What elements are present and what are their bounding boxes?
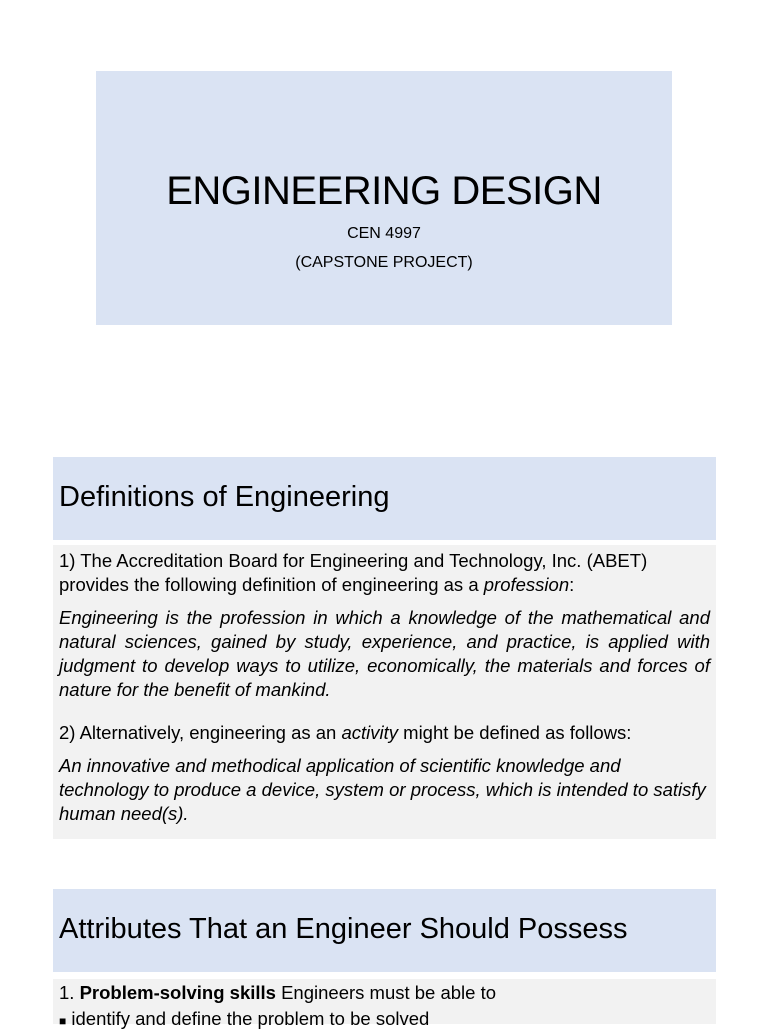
- paragraph-text: :: [569, 574, 575, 595]
- paragraph-text: 1) The Accreditation Board for Engineering and Technology, Inc. (ABET) provides the following definition of engineering as a: [59, 550, 648, 595]
- quote-activity-definition: An innovative and methodical application of scientific knowledge and technology to produce a device, system or process, which is intended to satisfy human need(s).: [59, 755, 706, 824]
- section-header-definitions: [53, 457, 716, 540]
- course-subtitle: (CAPSTONE PROJECT): [295, 254, 473, 271]
- section-header-attributes: [53, 889, 716, 972]
- quote-abet-definition: Engineering is the profession in which a knowledge of the mathematical and natural sciences, gained by study, experience, and practice, is applied with judgment to develop ways to utilize, economically, the materials and forces of nature for the benefit of mankind.: [59, 607, 710, 700]
- paragraph-activity: [59, 721, 710, 745]
- section-body-definitions: [53, 545, 716, 839]
- document-title: ENGINEERING DESIGN: [166, 169, 602, 213]
- bullet-item: [59, 1007, 710, 1033]
- paragraph-text: 2) Alternatively, engineering as an: [59, 722, 342, 743]
- paragraph-text: might be defined as follows:: [398, 722, 632, 743]
- list-number: 1.: [59, 982, 80, 1003]
- section-heading: Definitions of Engineering: [59, 481, 390, 513]
- title-slide: [96, 71, 672, 325]
- bullet-text: identify and define the problem to be solved: [71, 1008, 430, 1029]
- list-item-text: Engineers must be able to: [275, 982, 497, 1003]
- emphasis-text: activity: [341, 722, 399, 743]
- bold-term: Problem-solving skills: [79, 982, 276, 1003]
- paragraph-abet: [59, 549, 710, 597]
- section-heading: Attributes That an Engineer Should Possess: [59, 913, 628, 945]
- section-body-attributes: [53, 979, 716, 1029]
- emphasis-text: profession: [483, 574, 570, 595]
- course-code: CEN 4997: [347, 225, 421, 242]
- list-item-problem-solving: [59, 981, 710, 1005]
- square-bullet-icon: ■: [59, 1014, 67, 1028]
